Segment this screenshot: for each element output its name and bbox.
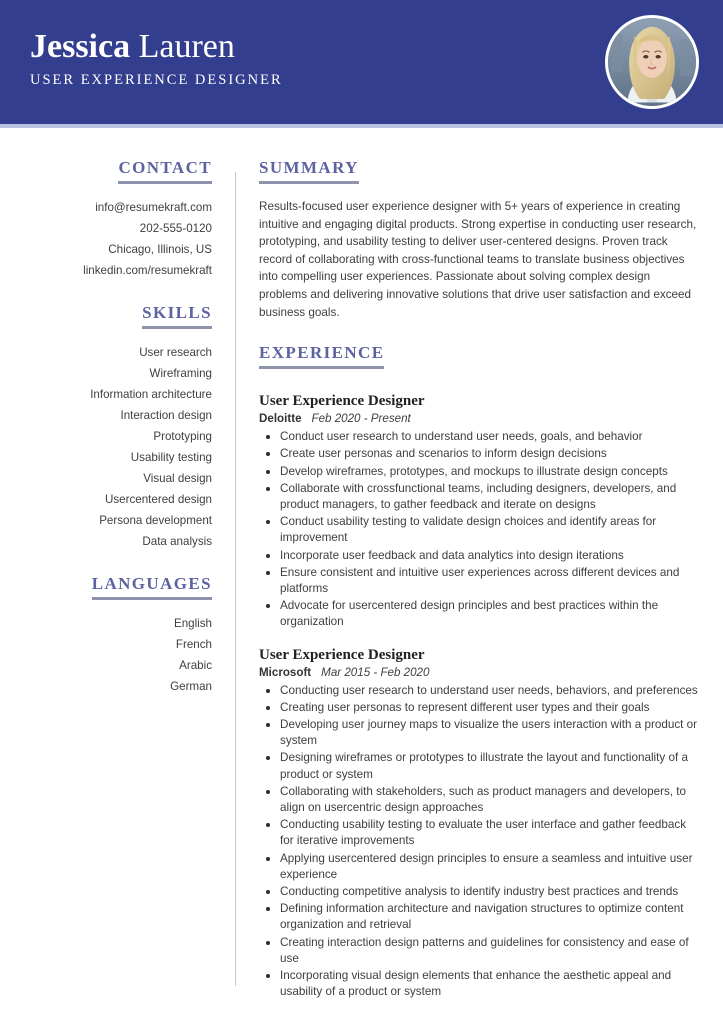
job-bullet-list [259,683,698,1001]
last-name: Lauren [138,28,235,66]
summary-section [259,158,698,321]
main-content [236,158,723,1016]
list-item: Defining information architecture and navigation structures to optimize content organization and retrieval [259,901,698,933]
list-item: Usability testing [130,451,212,464]
list-item: Designing wireframes or prototypes to illustrate the layout and functionality of a product or system [259,750,698,782]
list-item: Information architecture [90,388,212,401]
list-item: English [173,617,212,630]
summary-text: Results-focused user experience designer with 5+ years of experience in creating intuitive and engaging digital products. Strong expertise in conducting user research, prototyping, and usability testing to deliver user-centered designs. Proven track record of collaborating with cross-functional teams to translate business objectives into compelling user experiences. Passionate about solving complex design problems and delivering innovative solutions that drive user satisfaction and exceed business goals. [259,200,697,319]
job-bullet-list [259,429,698,630]
resume-header [0,0,723,124]
company-name: Microsoft [259,665,312,679]
job-meta [259,412,698,425]
experience-heading-block [259,343,698,383]
list-item: Persona development [99,514,212,527]
list-item: Create user personas and scenarios to inform design decisions [259,446,698,462]
skills-list [0,342,212,552]
contact-list [0,197,212,281]
list-item: Chicago, Illinois, US [108,243,212,256]
list-item: Applying usercentered design principles to ensure a seamless and intuitive user experience [259,851,698,883]
job-title: User Experience Designer [259,646,425,663]
contact-heading: CONTACT [118,158,212,184]
list-item: Arabic [179,659,212,672]
experience-section [259,343,698,1000]
list-item: Conducting user research to understand user needs, behaviors, and preferences [259,683,698,699]
job-dates: Feb 2020 - Present [311,412,411,426]
resume-body [0,128,723,1024]
list-item[interactable]: linkedin.com/resumekraft [83,264,212,277]
avatar [605,15,699,109]
list-item: French [175,638,212,651]
list-item: Develop wireframes, prototypes, and mockups to illustrate design concepts [259,464,698,480]
summary-heading: SUMMARY [259,158,359,184]
job-dates: Mar 2015 - Feb 2020 [321,665,430,679]
page-title [30,29,283,66]
list-item: Collaborating with stakeholders, such as product managers and developers, to align on usercentric design approaches [259,784,698,816]
list-item: Data analysis [142,535,212,548]
list-item: Usercentered design [105,493,212,506]
list-item: Wireframing [149,367,212,380]
list-item: Incorporating visual design elements that enhance the aesthetic appeal and usability of a product or system [259,968,698,1000]
list-item: Interaction design [120,409,212,422]
job-meta [259,666,698,679]
languages-heading: LANGUAGES [92,574,212,600]
list-item: User research [139,346,212,359]
list-item[interactable]: 202-555-0120 [139,222,212,235]
languages-list [0,613,212,697]
list-item: Ensure consistent and intuitive user experiences across different devices and platforms [259,565,698,597]
list-item: Creating user personas to represent different user types and their goals [259,700,698,716]
list-item: Conduct usability testing to validate design choices and identify areas for improvement [259,514,698,546]
list-item: Conducting competitive analysis to identify industry best practices and trends [259,884,698,900]
contact-section [0,158,212,281]
header-subtitle: USER EXPERIENCE DESIGNER [30,71,283,88]
skills-heading: SKILLS [142,303,212,329]
avatar-photo-icon [608,18,696,106]
sidebar [0,158,212,719]
list-item: Visual design [143,472,212,485]
skills-section [0,303,212,552]
name-block [30,29,283,95]
experience-entry [259,393,698,630]
experience-heading: EXPERIENCE [259,343,384,369]
list-item: Prototyping [153,430,212,443]
list-item: Developing user journey maps to visualize the users interaction with a product or system [259,717,698,749]
list-item[interactable]: info@resumekraft.com [95,201,212,214]
list-item: Advocate for usercentered design principles and best practices within the organization [259,598,698,630]
list-item: Creating interaction design patterns and guidelines for consistency and ease of use [259,935,698,967]
job-title: User Experience Designer [259,393,425,410]
first-name: Jessica [30,28,131,66]
company-name: Deloitte [259,412,302,426]
list-item: Incorporate user feedback and data analytics into design iterations [259,548,698,564]
list-item: Conducting usability testing to evaluate the user interface and gather feedback for iterative improvements [259,817,698,849]
list-item: Collaborate with crossfunctional teams, including designers, developers, and product managers, to gather feedback and iterate on designs [259,481,698,513]
list-item: German [170,680,212,693]
list-item: Conduct user research to understand user needs, goals, and behavior [259,429,698,445]
experience-entry [259,647,698,1001]
languages-section [0,574,212,697]
